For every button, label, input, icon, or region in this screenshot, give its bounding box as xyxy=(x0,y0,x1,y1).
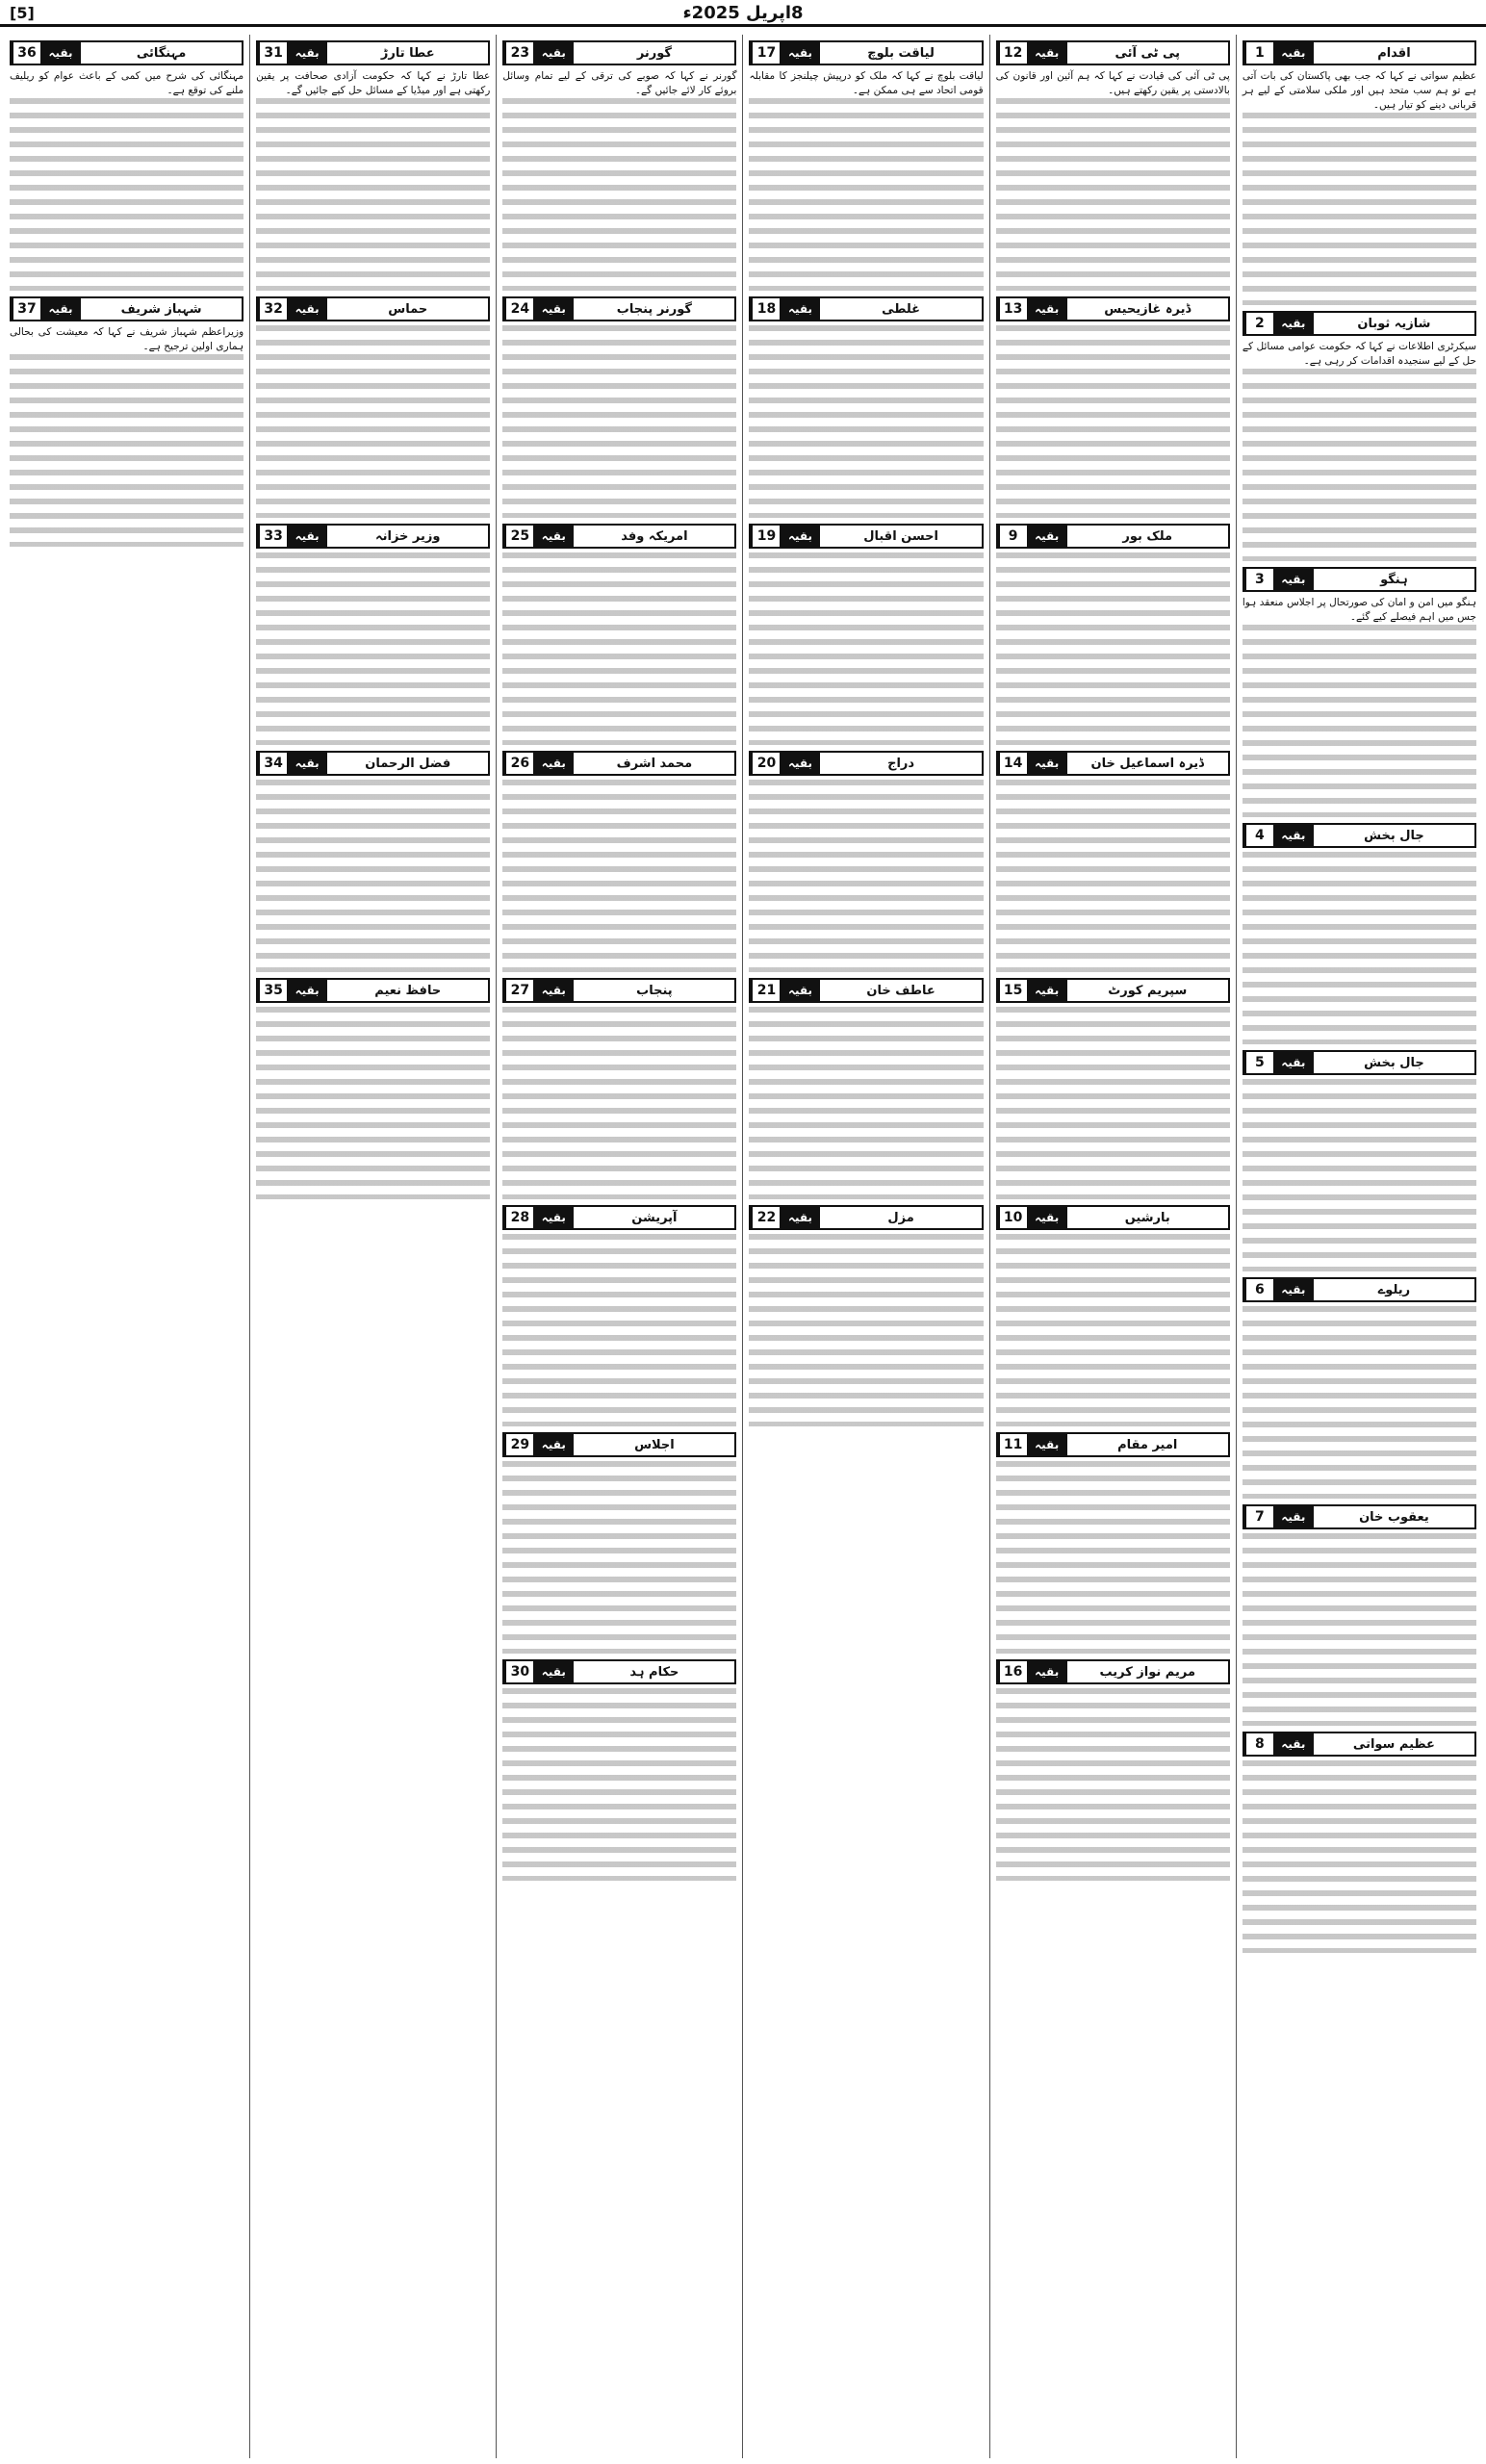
continuation-title: غلطی xyxy=(882,301,921,317)
continuation-title: مزل xyxy=(887,1210,914,1225)
text-lines xyxy=(502,552,736,745)
continuation-number: 8 xyxy=(1244,1733,1273,1755)
continuation-tag: بقیہ xyxy=(287,753,327,774)
continuation-number: 23 xyxy=(504,42,533,64)
continuation-title: مریم نواز کریب xyxy=(1099,1664,1196,1680)
continuation-box xyxy=(256,751,490,776)
continuation-box xyxy=(996,1432,1230,1457)
continuation-number: 18 xyxy=(751,298,780,320)
column xyxy=(742,35,988,2458)
continuation-title: ملک بور xyxy=(1122,528,1173,544)
continuation-box xyxy=(1243,1504,1476,1529)
text-lines xyxy=(749,780,983,972)
text-lines xyxy=(1243,1760,1476,1953)
continuation-number: 19 xyxy=(751,526,780,547)
text-lines xyxy=(502,1688,736,1881)
continuation-number: 24 xyxy=(504,298,533,320)
continuation-tag: بقیہ xyxy=(780,1207,820,1228)
continuation-box xyxy=(1243,1732,1476,1757)
column xyxy=(496,35,742,2458)
continuation-tag: بقیہ xyxy=(1273,313,1314,334)
text-lines xyxy=(256,1007,490,1199)
continuation-number: 1 xyxy=(1244,42,1273,64)
continuation-title: شازیہ ثوبان xyxy=(1357,316,1431,331)
continuation-title: اجلاس xyxy=(634,1437,675,1452)
continuation-title: بارشیں xyxy=(1124,1210,1170,1225)
continuation-number: 26 xyxy=(504,753,533,774)
continuation-tag: بقیہ xyxy=(780,753,820,774)
continuation-title: دراج xyxy=(887,756,915,771)
continuation-tag: بقیہ xyxy=(1273,42,1314,64)
continuation-tag: بقیہ xyxy=(780,980,820,1001)
text-lines xyxy=(996,98,1230,291)
continuation-tag: بقیہ xyxy=(1273,1506,1314,1527)
continuation-number: 20 xyxy=(751,753,780,774)
continuation-tag: بقیہ xyxy=(40,298,81,320)
continuation-tag: بقیہ xyxy=(287,526,327,547)
continuation-number: 21 xyxy=(751,980,780,1001)
issue-date: 8اپریل 2025ء xyxy=(682,3,804,23)
continuation-number: 30 xyxy=(504,1661,533,1682)
continuation-box xyxy=(749,751,983,776)
continuation-box xyxy=(749,40,983,65)
continuation-tag: بقیہ xyxy=(287,298,327,320)
text-lines xyxy=(256,98,490,291)
article-text: عطا تارڑ نے کہا کہ حکومت آزادی صحافت پر یقین رکھتی ہے اور میڈیا کے مسائل حل کیے جائیں گے۔ xyxy=(256,70,491,96)
text-lines xyxy=(749,98,983,291)
text-lines xyxy=(749,552,983,745)
continuation-title: پنجاب xyxy=(636,983,673,998)
continuation-box xyxy=(996,1659,1230,1684)
continuation-tag: بقیہ xyxy=(533,1207,574,1228)
text-lines xyxy=(749,325,983,518)
continuation-number: 10 xyxy=(998,1207,1027,1228)
text-lines xyxy=(749,1007,983,1199)
continuation-tag: بقیہ xyxy=(533,1434,574,1455)
continuation-tag: بقیہ xyxy=(1027,42,1067,64)
continuation-number: 33 xyxy=(258,526,287,547)
text-lines xyxy=(502,98,736,291)
text-lines xyxy=(502,1461,736,1654)
text-lines xyxy=(749,1234,983,1426)
column xyxy=(1236,35,1482,2458)
continuation-number: 14 xyxy=(998,753,1027,774)
continuation-number: 16 xyxy=(998,1661,1027,1682)
continuation-title: احسن اقبال xyxy=(863,528,938,544)
continuation-box xyxy=(749,296,983,321)
text-lines xyxy=(996,1234,1230,1426)
article-text: پی ٹی آئی کی قیادت نے کہا کہ ہم آئین اور قانون کی بالادستی پر یقین رکھتے ہیں۔ xyxy=(995,70,1230,96)
continuation-number: 5 xyxy=(1244,1052,1273,1073)
continuation-number: 34 xyxy=(258,753,287,774)
continuation-title: آپریشن xyxy=(631,1210,678,1225)
continuation-title: جال بخش xyxy=(1364,828,1424,843)
continuation-box xyxy=(10,296,243,321)
continuation-tag: بقیہ xyxy=(1027,753,1067,774)
continuation-number: 27 xyxy=(504,980,533,1001)
continuation-tag: بقیہ xyxy=(533,1661,574,1682)
text-lines xyxy=(256,780,490,972)
continuation-number: 13 xyxy=(998,298,1027,320)
continuation-box xyxy=(502,40,736,65)
continuation-box xyxy=(996,1205,1230,1230)
continuation-tag: بقیہ xyxy=(780,526,820,547)
text-lines xyxy=(996,325,1230,518)
continuation-title: شہباز شریف xyxy=(120,301,202,317)
news-columns xyxy=(4,35,1482,2458)
continuation-title: پی ٹی آئی xyxy=(1114,45,1181,61)
continuation-title: مہنگائی xyxy=(136,45,187,61)
continuation-box xyxy=(502,296,736,321)
continuation-box xyxy=(996,978,1230,1003)
continuation-title: عظیم سواتی xyxy=(1352,1736,1435,1752)
text-lines xyxy=(996,1461,1230,1654)
text-lines xyxy=(1243,369,1476,561)
continuation-box xyxy=(256,978,490,1003)
continuation-number: 3 xyxy=(1244,569,1273,590)
continuation-tag: بقیہ xyxy=(1273,569,1314,590)
continuation-title: محمد اشرف xyxy=(616,756,693,771)
text-lines xyxy=(10,354,243,547)
continuation-box xyxy=(749,524,983,549)
text-lines xyxy=(502,1234,736,1426)
continuation-box xyxy=(996,40,1230,65)
continuation-number: 11 xyxy=(998,1434,1027,1455)
continuation-box xyxy=(502,1659,736,1684)
continuation-tag: بقیہ xyxy=(40,42,81,64)
continuation-number: 6 xyxy=(1244,1279,1273,1300)
continuation-box xyxy=(502,1432,736,1457)
text-lines xyxy=(996,552,1230,745)
continuation-tag: بقیہ xyxy=(1027,1661,1067,1682)
continuation-box xyxy=(1243,40,1476,65)
continuation-tag: بقیہ xyxy=(780,298,820,320)
continuation-title: جال بخش xyxy=(1364,1055,1424,1070)
article-text: سیکرٹری اطلاعات نے کہا کہ حکومت عوامی مسائل کے حل کے لیے سنجیدہ اقدامات کر رہی ہے۔ xyxy=(1242,341,1476,367)
continuation-box xyxy=(1243,1050,1476,1075)
continuation-box xyxy=(502,524,736,549)
page-number: [5] xyxy=(10,4,35,22)
continuation-tag: بقیہ xyxy=(780,42,820,64)
text-lines xyxy=(1243,1079,1476,1271)
continuation-box xyxy=(1243,567,1476,592)
continuation-tag: بقیہ xyxy=(1027,526,1067,547)
continuation-title: عطا تارڑ xyxy=(380,45,435,61)
continuation-number: 4 xyxy=(1244,825,1273,846)
text-lines xyxy=(996,1007,1230,1199)
text-lines xyxy=(996,1688,1230,1881)
continuation-tag: بقیہ xyxy=(1027,298,1067,320)
continuation-number: 37 xyxy=(12,298,40,320)
continuation-number: 31 xyxy=(258,42,287,64)
article-text: گورنر نے کہا کہ صوبے کی ترقی کے لیے تمام وسائل بروئے کار لائے جائیں گے۔ xyxy=(502,70,737,96)
continuation-title: گورنر پنجاب xyxy=(616,301,692,317)
continuation-tag: بقیہ xyxy=(1273,1052,1314,1073)
continuation-title: وزیر خزانہ xyxy=(374,528,441,544)
continuation-tag: بقیہ xyxy=(287,980,327,1001)
continuation-box xyxy=(256,524,490,549)
article-text: عظیم سواتی نے کہا کہ جب بھی پاکستان کی بات آتی ہے تو ہم سب متحد ہیں اور ملکی سلامتی کے لیے ہر قربانی دینے کو تیار ہیں۔ xyxy=(1242,70,1476,111)
continuation-title: عاطف خان xyxy=(866,983,935,998)
continuation-number: 7 xyxy=(1244,1506,1273,1527)
article-text: ہنگو میں امن و امان کی صورتحال پر اجلاس منعقد ہوا جس میں اہم فیصلے کیے گئے۔ xyxy=(1242,597,1476,623)
continuation-tag: بقیہ xyxy=(287,42,327,64)
continuation-number: 15 xyxy=(998,980,1027,1001)
continuation-tag: بقیہ xyxy=(533,298,574,320)
continuation-number: 36 xyxy=(12,42,40,64)
continuation-title: حکام ہد xyxy=(629,1664,679,1680)
continuation-tag: بقیہ xyxy=(533,526,574,547)
continuation-tag: بقیہ xyxy=(533,42,574,64)
continuation-title: سپریم کورٹ xyxy=(1108,983,1188,998)
continuation-box xyxy=(996,751,1230,776)
continuation-box xyxy=(1243,823,1476,848)
continuation-title: ڈیرہ غازیحیس xyxy=(1104,301,1191,317)
text-lines xyxy=(502,325,736,518)
page-header xyxy=(0,0,1486,27)
text-lines xyxy=(1243,1533,1476,1726)
continuation-number: 35 xyxy=(258,980,287,1001)
continuation-box xyxy=(1243,1277,1476,1302)
column xyxy=(4,35,249,2458)
article-text: وزیراعظم شہباز شریف نے کہا کہ معیشت کی بحالی ہماری اولین ترجیح ہے۔ xyxy=(9,326,244,352)
continuation-tag: بقیہ xyxy=(1027,1207,1067,1228)
continuation-box xyxy=(749,978,983,1003)
continuation-title: حماس xyxy=(388,301,428,317)
text-lines xyxy=(256,325,490,518)
continuation-title: اقدام xyxy=(1377,45,1411,61)
continuation-box xyxy=(502,751,736,776)
continuation-title: ریلوے xyxy=(1377,1282,1411,1297)
continuation-number: 29 xyxy=(504,1434,533,1455)
continuation-tag: بقیہ xyxy=(1273,1279,1314,1300)
continuation-box xyxy=(1243,311,1476,336)
continuation-title: ڈیرہ اسماعیل خان xyxy=(1090,756,1204,771)
continuation-tag: بقیہ xyxy=(1027,980,1067,1001)
text-lines xyxy=(1243,1306,1476,1499)
continuation-title: حافظ نعیم xyxy=(374,983,442,998)
continuation-number: 9 xyxy=(998,526,1027,547)
continuation-box xyxy=(256,296,490,321)
continuation-number: 28 xyxy=(504,1207,533,1228)
continuation-title: یعقوب خان xyxy=(1359,1509,1429,1525)
continuation-tag: بقیہ xyxy=(1027,1434,1067,1455)
continuation-title: فضل الرحمان xyxy=(365,756,451,771)
continuation-box xyxy=(256,40,490,65)
continuation-number: 12 xyxy=(998,42,1027,64)
continuation-title: امیر مقام xyxy=(1117,1437,1178,1452)
text-lines xyxy=(10,98,243,291)
text-lines xyxy=(1243,625,1476,817)
continuation-box xyxy=(996,524,1230,549)
text-lines xyxy=(256,552,490,745)
column xyxy=(989,35,1236,2458)
column xyxy=(249,35,496,2458)
continuation-tag: بقیہ xyxy=(1273,825,1314,846)
continuation-tag: بقیہ xyxy=(533,980,574,1001)
text-lines xyxy=(1243,113,1476,305)
article-text: مہنگائی کی شرح میں کمی کے باعث عوام کو ریلیف ملنے کی توقع ہے۔ xyxy=(9,70,244,96)
text-lines xyxy=(1243,852,1476,1044)
continuation-box xyxy=(10,40,243,65)
text-lines xyxy=(502,1007,736,1199)
article-text: لیاقت بلوچ نے کہا کہ ملک کو درپیش چیلنجز کا مقابلہ قومی اتحاد سے ہی ممکن ہے۔ xyxy=(749,70,984,96)
continuation-title: لیاقت بلوچ xyxy=(867,45,935,61)
text-lines xyxy=(996,780,1230,972)
continuation-title: امریکہ وفد xyxy=(621,528,688,544)
continuation-box xyxy=(749,1205,983,1230)
continuation-number: 32 xyxy=(258,298,287,320)
continuation-box xyxy=(502,1205,736,1230)
continuation-title: گورنر xyxy=(636,45,672,61)
continuation-box xyxy=(502,978,736,1003)
continuation-number: 17 xyxy=(751,42,780,64)
continuation-tag: بقیہ xyxy=(533,753,574,774)
continuation-number: 2 xyxy=(1244,313,1273,334)
continuation-title: ہنگو xyxy=(1380,572,1408,587)
continuation-number: 25 xyxy=(504,526,533,547)
continuation-box xyxy=(996,296,1230,321)
continuation-number: 22 xyxy=(751,1207,780,1228)
continuation-tag: بقیہ xyxy=(1273,1733,1314,1755)
text-lines xyxy=(502,780,736,972)
